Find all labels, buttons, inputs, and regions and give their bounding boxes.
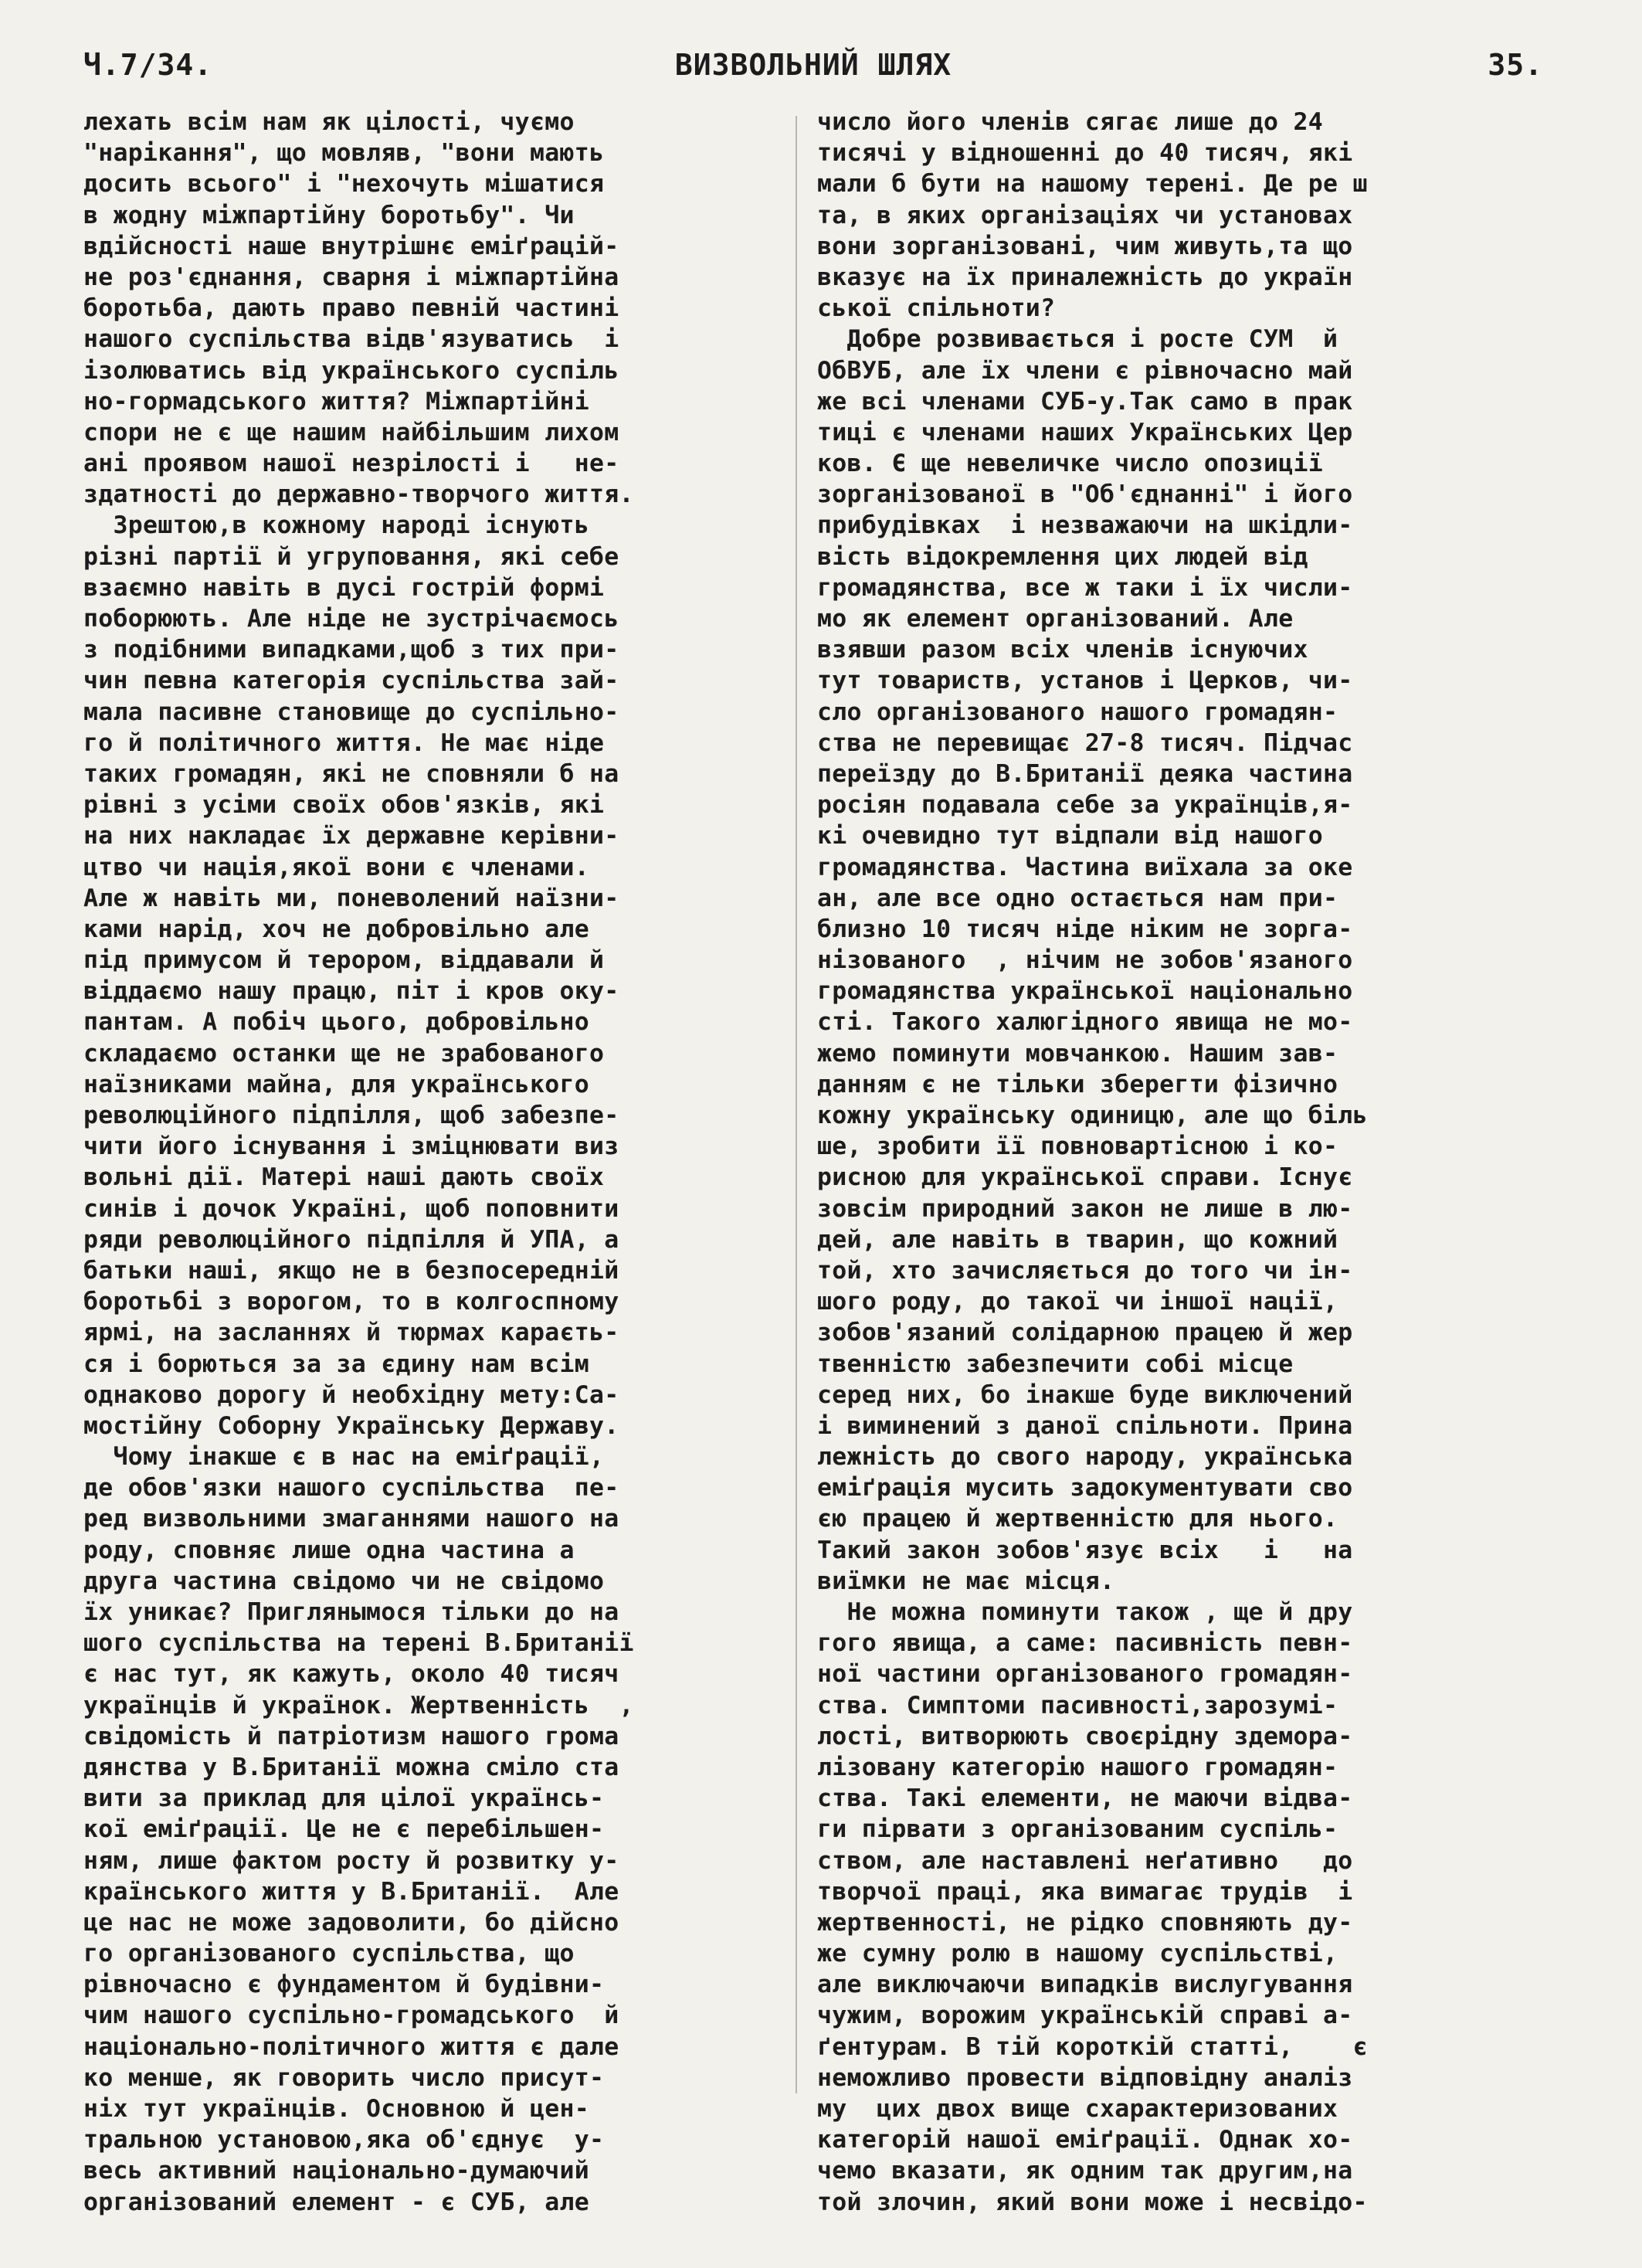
text-line: свідомість й патріотизм нашого грома bbox=[83, 1722, 619, 1750]
text-line: мостійну Соборну Українську Державу. bbox=[83, 1411, 619, 1440]
text-line: організований елемент - є СУБ, але bbox=[83, 2188, 589, 2216]
text-line: але виключаючи випадків вислугування bbox=[817, 1971, 1353, 1999]
column-divider bbox=[796, 116, 797, 2093]
text-line: го організованого суспільства, що bbox=[83, 1940, 575, 1968]
text-line: шого роду, до такої чи іншої нації, bbox=[817, 1288, 1338, 1316]
text-line: лежність до свого народу, українська bbox=[817, 1443, 1353, 1472]
text-line: Чому інакше є в нас на еміґрації, bbox=[83, 1443, 605, 1472]
text-line: різні партії й угруповання, які себе bbox=[83, 542, 619, 571]
text-line: ської спільноти? bbox=[817, 294, 1056, 323]
left-text-column bbox=[83, 107, 775, 2218]
text-line: нізованого , нічим не зобов'язаного bbox=[817, 946, 1353, 975]
text-line: же всі членами СУБ-у.Так само в прак bbox=[817, 387, 1353, 416]
text-line: українців й українок. Жертвенність , bbox=[83, 1691, 634, 1720]
text-line: складаємо останки ще не зрабованого bbox=[83, 1039, 605, 1068]
text-line: му цих двох вище схарактеризованих bbox=[817, 2095, 1338, 2123]
text-line: віддаємо нашу працю, піт і кров оку- bbox=[83, 977, 619, 1006]
text-line: боротьбі з ворогом, то в колгоспному bbox=[83, 1288, 619, 1316]
text-line: ше, зробити її повновартісною і ко- bbox=[817, 1132, 1338, 1161]
text-line: еміґрація мусить задокументувати сво bbox=[817, 1474, 1353, 1502]
text-line: зовсім природний закон не лише в лю- bbox=[817, 1194, 1353, 1223]
text-line: і виминений з даної спільноти. Прина bbox=[817, 1411, 1353, 1440]
text-line: же сумну ролю в нашому суспільстві, bbox=[817, 1940, 1338, 1968]
issue-number: Ч.7/34. bbox=[83, 48, 213, 82]
text-line: весь активний національно-думаючий bbox=[83, 2157, 589, 2185]
text-line: взявши разом всіх членів існуючих bbox=[817, 636, 1308, 664]
text-line: ством, але наставлені неґативно до bbox=[817, 1846, 1353, 1875]
text-line: ряди революційного підпілля й УПА, а bbox=[83, 1225, 619, 1254]
text-line: громадянства. Частина виїхала за оке bbox=[817, 853, 1353, 881]
text-line: синів і дочок Україні, щоб поповнити bbox=[83, 1194, 619, 1223]
text-line: досить всього" і "нехочуть мішатися bbox=[83, 170, 605, 199]
text-line: цтво чи нація,якої вони є членами. bbox=[83, 853, 589, 881]
text-line: рівночасно є фундаментом й будівни- bbox=[83, 1971, 605, 1999]
text-line: дянства у В.Британії можна сміло ста bbox=[83, 1753, 619, 1781]
text-line: мали б бути на нашому терені. Де ре ш bbox=[817, 170, 1368, 199]
text-line: но-гормадського життя? Міжпартійні bbox=[83, 387, 589, 416]
text-line: зобов'язаний солідарною працею й жер bbox=[817, 1319, 1353, 1347]
text-line: вдійсності наше внутрішнє еміґрацій- bbox=[83, 232, 619, 260]
text-line: ярмі, на засланнях й тюрмах караєть- bbox=[83, 1319, 619, 1347]
text-line: число його членів сягає лише до 24 bbox=[817, 108, 1323, 136]
text-line: ної частини організованого громадян- bbox=[817, 1660, 1353, 1689]
text-line: гого явища, а саме: пасивність певн- bbox=[817, 1629, 1353, 1658]
text-line: дей, але навіть в тварин, що кожний bbox=[817, 1225, 1338, 1254]
text-line: мала пасивне становище до суспільно- bbox=[83, 698, 619, 726]
text-line: той злочин, який вони може і несвідо- bbox=[817, 2188, 1368, 2216]
text-line: національно-політичного життя є дале bbox=[83, 2032, 619, 2061]
text-line: поборюють. Але ніде не зустрічаємось bbox=[83, 605, 619, 633]
text-line: кожну українську одиницю, але що біль bbox=[817, 1102, 1368, 1129]
text-line: ги пірвати з організованим суспіль- bbox=[817, 1815, 1338, 1844]
text-line: ства. Симптоми пасивності,зарозумі- bbox=[817, 1691, 1338, 1720]
text-line: батьки наші, якщо не в безпосередній bbox=[83, 1256, 619, 1285]
text-line: ся і борються за за єдину нам всім bbox=[83, 1350, 589, 1378]
text-line: жертвенності, не рідко сповняють ду- bbox=[817, 1908, 1353, 1937]
text-line: ства. Такі елементи, не маючи відва- bbox=[817, 1784, 1353, 1813]
text-line: однаково дорогу й необхідну мету:Са- bbox=[83, 1380, 619, 1409]
text-line: "нарікання", що мовляв, "вони мають bbox=[83, 139, 605, 168]
text-line: вити за приклад для цілої українсь- bbox=[83, 1784, 605, 1813]
text-line: серед них, бо інакше буде виключений bbox=[817, 1380, 1353, 1409]
text-line: рисною для української справи. Існує bbox=[817, 1163, 1353, 1192]
text-line: данням є не тільки зберегти фізично bbox=[817, 1070, 1338, 1098]
text-line: не роз'єднання, сварня і міжпартійна bbox=[83, 263, 619, 291]
text-line: лості, витворюють своєрідну здемора- bbox=[817, 1722, 1353, 1750]
text-line: єю працею й жертвенністю для нього. bbox=[817, 1505, 1338, 1533]
text-line: твенністю забезпечити собі місце bbox=[817, 1350, 1294, 1378]
text-line: здатності до державно-творчого життя. bbox=[83, 480, 634, 509]
text-line: ням, лише фактом росту й розвитку у- bbox=[83, 1846, 619, 1875]
text-line: категорій нашої еміґрації. Однак хо- bbox=[817, 2126, 1353, 2154]
text-line: Зрештою,в кожному народі існують bbox=[83, 511, 589, 540]
text-line: ками нарід, хоч не добровільно але bbox=[83, 915, 589, 943]
text-line: лехать всім нам як цілості, чуємо bbox=[83, 108, 575, 136]
text-line: вони зорганізовані, чим живуть,та що bbox=[817, 232, 1353, 260]
text-line: ізолюватись від українського суспіль bbox=[83, 356, 619, 385]
text-line: боротьба, дають право певній частині bbox=[83, 294, 619, 323]
text-line: таких громадян, які не сповняли б на bbox=[83, 759, 619, 788]
text-line: ОбВУБ, але їх члени є рівночасно май bbox=[817, 356, 1353, 385]
text-line: вказує на їх приналежність до україн bbox=[817, 263, 1353, 291]
text-line: чим нашого суспільно-громадського й bbox=[83, 2001, 619, 2030]
text-line: росіян подавала себе за українців,я- bbox=[817, 791, 1353, 820]
text-line: жемо поминути мовчанкою. Нашим зав- bbox=[817, 1039, 1338, 1068]
text-line: прибудівках і незважаючи на шкідли- bbox=[817, 511, 1353, 540]
text-line: є нас тут, як кажуть, около 40 тисяч bbox=[83, 1660, 619, 1689]
text-line: ко менше, як говорить число присут- bbox=[83, 2063, 605, 2092]
text-line: творчої праці, яка вимагає трудів і bbox=[817, 1877, 1353, 1906]
text-line: зорганізованої в "Об'єднанні" і його bbox=[817, 480, 1353, 509]
text-line: переїзду до В.Британії деяка частина bbox=[817, 759, 1353, 788]
text-line: вольні дії. Матері наші дають своїх bbox=[83, 1163, 605, 1192]
text-line: з подібними випадками,щоб з тих при- bbox=[83, 636, 619, 664]
text-line: та, в яких організаціях чи установах bbox=[817, 201, 1353, 229]
text-line: той, хто зачисляється до того чи ін- bbox=[817, 1256, 1353, 1285]
text-line: пантам. А побіч цього, добровільно bbox=[83, 1008, 589, 1037]
text-line: неможливо провести відповідну аналіз bbox=[817, 2063, 1353, 2092]
text-line: ред визвольними змаганнями нашого на bbox=[83, 1505, 619, 1533]
text-line: тиці є членами наших Українських Цер bbox=[817, 418, 1353, 446]
text-line: мо як елемент організований. Але bbox=[817, 605, 1294, 633]
text-line: ан, але все одно остається нам при- bbox=[817, 884, 1338, 912]
text-line: тисячі у відношенні до 40 тисяч, які bbox=[817, 139, 1353, 168]
text-line: ґентурам. В тій короткій статті, є bbox=[817, 2032, 1368, 2061]
text-line: під примусом й терором, віддавали й bbox=[83, 946, 605, 975]
text-line: Добре розвивається і росте СУМ й bbox=[817, 325, 1338, 354]
text-line: Такий закон зобов'язує всіх і на bbox=[817, 1536, 1353, 1564]
text-line: їх уникає? Приглянымося тільки до на bbox=[83, 1598, 619, 1626]
text-line: громадянства української національно bbox=[817, 977, 1353, 1006]
text-line: ніх тут українців. Основною й цен- bbox=[83, 2095, 589, 2123]
text-line: нашого суспільства відв'язуватись і bbox=[83, 325, 619, 354]
text-line: лізовану категорію нашого громадян- bbox=[817, 1753, 1338, 1781]
text-line: тральною установою,яка об'єднує у- bbox=[83, 2126, 605, 2154]
text-line: кі очевидно тут відпали від нашого bbox=[817, 822, 1323, 850]
page-header bbox=[83, 48, 1543, 94]
text-line: Не можна поминути також , ще й дру bbox=[817, 1598, 1353, 1626]
right-text-column bbox=[817, 107, 1508, 2218]
text-line: взаємно навіть в дусі гострій формі bbox=[83, 573, 605, 602]
journal-title: ВИЗВОЛЬНИЙ ШЛЯХ bbox=[674, 48, 952, 82]
text-line: близно 10 тисяч ніде ніким не зорга- bbox=[817, 915, 1353, 943]
text-line: спори не є ще нашим найбільшим лихом bbox=[83, 418, 619, 446]
text-line: в жодну міжпартійну боротьбу". Чи bbox=[83, 201, 575, 229]
text-line: Але ж навіть ми, поневолений наїзни- bbox=[83, 884, 619, 912]
text-line: ков. Є ще невеличке число опозиції bbox=[817, 450, 1323, 478]
text-line: шого суспільства на терені В.Британії bbox=[83, 1629, 634, 1658]
text-line: революційного підпілля, щоб забезпе- bbox=[83, 1102, 619, 1129]
text-line: рівні з усіми своїх обов'язків, які bbox=[83, 791, 605, 820]
text-line: роду, сповняє лише одна частина а bbox=[83, 1536, 575, 1564]
text-line: сло організованого нашого громадян- bbox=[817, 698, 1338, 726]
text-line: кої еміґрації. Це не є перебільшен- bbox=[83, 1815, 605, 1844]
page-number: 35. bbox=[1488, 48, 1543, 82]
text-line: це нас не може задоволити, бо дійсно bbox=[83, 1908, 619, 1937]
text-line: сті. Такого халюгідного явища не мо- bbox=[817, 1008, 1353, 1037]
text-line: громадянства, все ж таки і їх числи- bbox=[817, 573, 1353, 602]
text-line: вість відокремлення цих людей від bbox=[817, 542, 1308, 571]
text-line: друга частина свідомо чи не свідомо bbox=[83, 1567, 605, 1595]
text-line: тут товариств, установ і Церков, чи- bbox=[817, 667, 1353, 695]
text-line: чемо вказати, як одним так другим,на bbox=[817, 2157, 1353, 2185]
text-line: ства не перевищає 27-8 тисяч. Підчас bbox=[817, 728, 1353, 757]
text-line: виїмки не має місця. bbox=[817, 1567, 1115, 1595]
text-line: чужим, ворожим українській справі а- bbox=[817, 2001, 1353, 2030]
text-line: де обов'язки нашого суспільства пе- bbox=[83, 1474, 619, 1502]
text-line: го й політичного життя. Не має ніде bbox=[83, 728, 605, 757]
text-line: на них накладає їх державне керівни- bbox=[83, 822, 619, 850]
text-line: ані проявом нашої незрілості і не- bbox=[83, 450, 619, 478]
text-line: наїзниками майна, для українського bbox=[83, 1070, 589, 1098]
text-line: чити його існування і зміцнювати виз bbox=[83, 1132, 619, 1161]
text-line: країнського життя у В.Британії. Але bbox=[83, 1877, 619, 1906]
text-line: чин певна категорія суспільства зай- bbox=[83, 667, 619, 695]
